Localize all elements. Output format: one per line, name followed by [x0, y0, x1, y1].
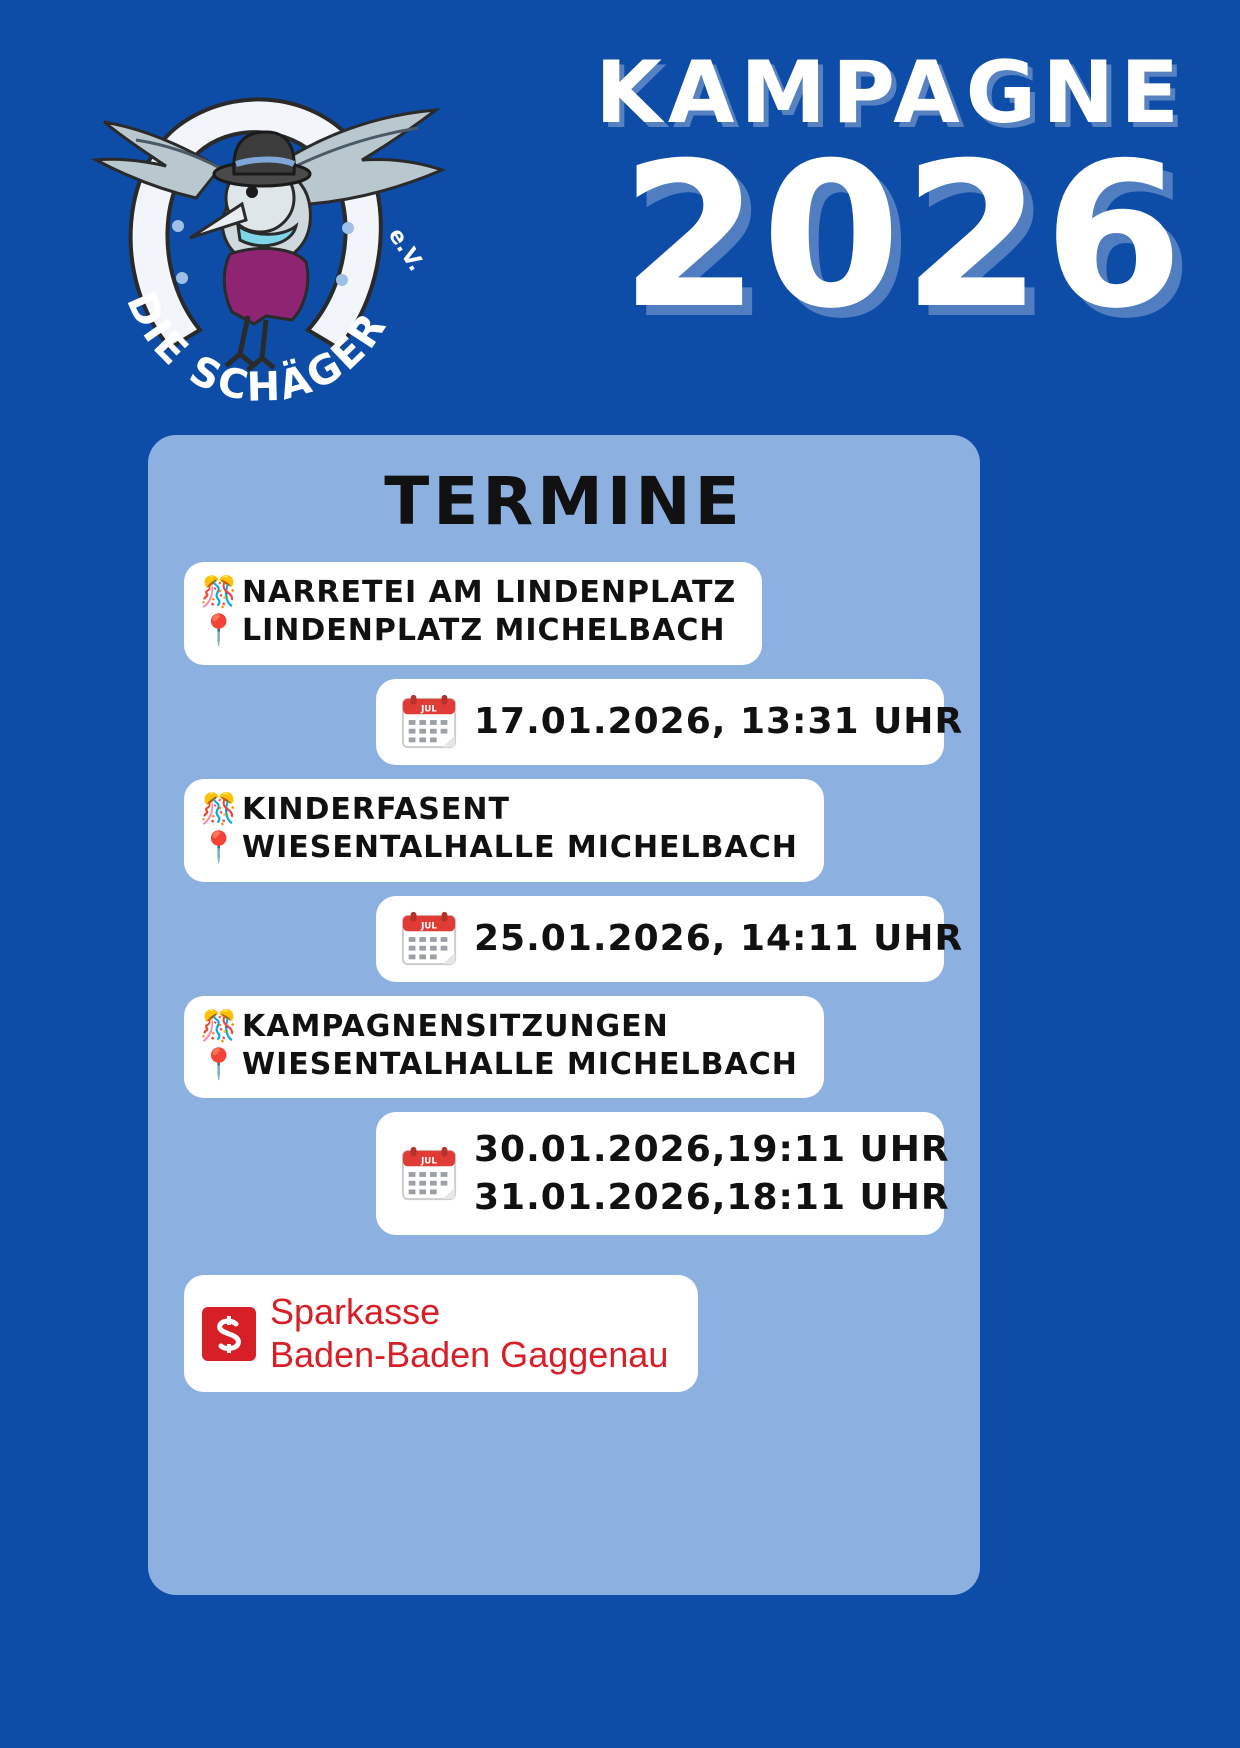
svg-text:JUL: JUL — [421, 1156, 437, 1167]
event-dates — [474, 915, 963, 963]
event-name: KAMPAGNENSITZUNGEN — [242, 1008, 669, 1044]
sparkasse-s-logo — [202, 1307, 256, 1361]
calendar-icon — [400, 910, 458, 968]
termine-panel — [148, 435, 980, 1595]
event-dates — [474, 698, 963, 746]
list-item — [148, 779, 980, 982]
event-name: KINDERFASENT — [242, 791, 510, 827]
event-date: 17.01.2026, 13:31 UHR — [474, 701, 964, 743]
event-info-card — [184, 996, 824, 1099]
svg-text:JUL: JUL — [421, 704, 437, 715]
list-item — [148, 562, 980, 765]
event-date-card — [376, 679, 964, 765]
map-pin-icon: 📍 — [200, 613, 239, 649]
list-item — [148, 996, 980, 1236]
event-date: 31.01.2026,18:11 UHR — [474, 1176, 950, 1218]
club-name-text: DIE SCHÄGER — [117, 285, 397, 408]
title-year: 2026 — [620, 120, 1185, 353]
event-date-card — [376, 896, 964, 982]
page-title: TERMINE — [384, 463, 744, 540]
event-date: 25.01.2026, 14:11 UHR — [474, 917, 964, 959]
confetti-icon: 🎊 — [200, 1008, 239, 1044]
sponsor-line1: Sparkasse — [270, 1291, 441, 1333]
confetti-icon: 🎊 — [200, 575, 239, 610]
event-name-row — [200, 791, 798, 829]
club-suffix-text: e.V. — [382, 223, 429, 277]
calendar-icon — [400, 693, 458, 751]
event-name-row — [200, 1008, 798, 1046]
calendar-icon — [400, 1145, 458, 1203]
event-location-row — [200, 612, 736, 650]
schaeger-bird-horseshoe-logo — [70, 48, 450, 408]
club-logo — [70, 48, 450, 408]
map-pin-icon: 📍 — [200, 830, 239, 866]
event-location-row — [200, 829, 798, 867]
event-location: WIESENTALHALLE MICHELBACH — [242, 830, 798, 866]
event-date: 30.01.2026,19:11 UHR — [474, 1129, 950, 1171]
event-list — [148, 562, 980, 1392]
event-info-card — [184, 779, 824, 882]
poster-header — [0, 0, 1240, 420]
title-kampagne: KAMPAGNE — [595, 43, 1185, 143]
event-name: NARRETEI AM LINDENPLATZ — [242, 575, 737, 610]
poster-title — [465, 43, 1185, 353]
sponsor-line2: Baden-Baden Gaggenau — [270, 1333, 669, 1375]
map-pin-icon: 📍 — [200, 1046, 239, 1082]
svg-text:JUL: JUL — [421, 920, 437, 931]
sponsor-card — [184, 1275, 698, 1392]
confetti-icon: 🎊 — [200, 791, 239, 827]
event-location: LINDENPLATZ MICHELBACH — [242, 613, 726, 649]
event-dates — [474, 1126, 950, 1221]
event-location: WIESENTALHALLE MICHELBACH — [242, 1046, 798, 1082]
event-date-card — [376, 1112, 950, 1235]
event-name-row — [200, 574, 736, 612]
event-location-row — [200, 1046, 798, 1084]
event-info-card — [184, 562, 762, 665]
sponsor-name — [270, 1291, 668, 1376]
